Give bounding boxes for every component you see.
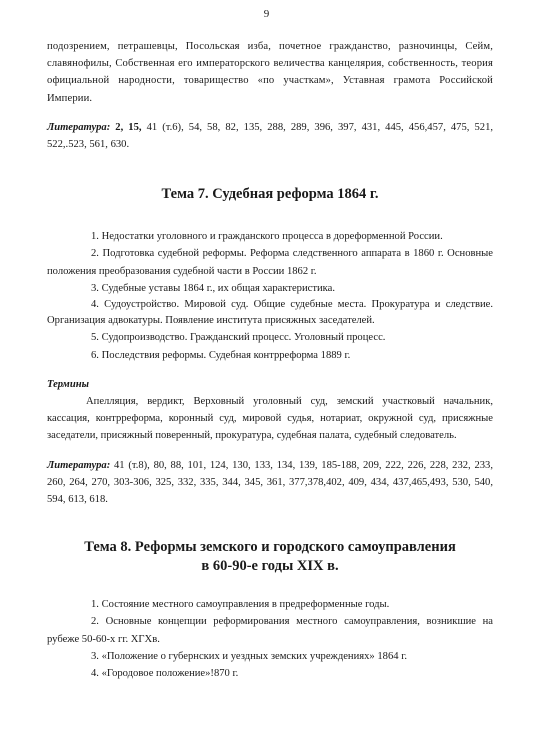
topic-8-item: 1. Состояние местного самоуправления в предреформенные годы. bbox=[91, 599, 390, 611]
topic-8-title-line-1: Тема 8. Реформы земского и городского самоуправления bbox=[84, 539, 456, 556]
topic-8-item: 4. «Городовое положение»!870 г. bbox=[91, 668, 239, 680]
topic-8-title bbox=[47, 538, 493, 576]
topic-7-item: 1. Недостатки уголовного и гражданского процесса в дореформенной России. bbox=[91, 231, 443, 243]
literature-list bbox=[47, 457, 493, 509]
terms-label: Термины bbox=[47, 378, 89, 390]
topic-7-item: 5. Судопроизводство. Гражданский процесс. Уголовный процесс. bbox=[91, 332, 386, 344]
literature-label: Литература: bbox=[47, 459, 111, 471]
terms-list: Апелляция, вердикт, Верховный уголовный суд, земский участковый начальник, кассация, контрреформа, коронный суд, мировой судья, нотариат, окружной суд, присяжные заседатели, присяжный поверенный, прокуратура, судебная палата, судебный следователь. bbox=[47, 396, 493, 442]
topic-8-item: 2. Основные концепции реформирования местного самоуправления, возникшие на рубеже 50-60-х гг. XГXв. bbox=[47, 616, 493, 645]
topic-7-item: 6. Последствия реформы. Судебная контрреформа 1889 г. bbox=[91, 349, 351, 361]
page-number: 9 bbox=[263, 8, 270, 20]
page-content bbox=[47, 38, 493, 682]
topic-8-title-line-2: в 60-90-е годы XIX в. bbox=[201, 558, 339, 575]
literature-list bbox=[47, 119, 493, 153]
literature-label: Литература: bbox=[47, 121, 111, 133]
literature-bold-refs: 2, 15, bbox=[115, 121, 142, 133]
topic-8-item: 3. «Положение о губернских и уездных земских учреждениях» 1864 г. bbox=[91, 650, 408, 662]
topic-7-title: Тема 7. Судебная реформа 1864 г. bbox=[161, 186, 379, 203]
topic-7-item: 3. Судебные уставы 1864 г., их общая характеристика. bbox=[91, 282, 335, 294]
topic-7-item: 4. Судоустройство. Мировой суд. Общие судебные места. Прокуратура и следствие. Организация адвокатуры. Появление института присяжных заседателей. bbox=[47, 299, 493, 327]
topic-7-item: 2. Подготовка судебной реформы. Реформа следственного аппарата в 1860 г. Основные положения преобразования судебной части в России 1862 г. bbox=[47, 248, 493, 277]
literature-refs: 41 (т.6), 54, 58, 82, 135, 288, 289, 396, 397, 431, 445, 456,457, 475, 521, 522,.523, 561, 630. bbox=[47, 121, 494, 151]
literature-refs: 41 (т.8), 80, 88, 101, 124, 130, 133, 134, 139, 185-188, 209, 222, 226, 228, 232, 233, 260, 264, 270, 303-306, 325, 332, 335, 344, 345, 361, 377,378,402, 409, 434, 437,465,493, 530, 540, 594, 613, 618. bbox=[47, 459, 493, 506]
terms-continuation-paragraph: подозрением, петрашевцы, Посольская изба, почетное гражданство, разночинцы, Сейм, славянофилы, Собственная его императорского величества канцелярия, собственность, теория официальной народности, товарищество «по участкам», Уставная грамота Российской Империи. bbox=[47, 41, 493, 104]
